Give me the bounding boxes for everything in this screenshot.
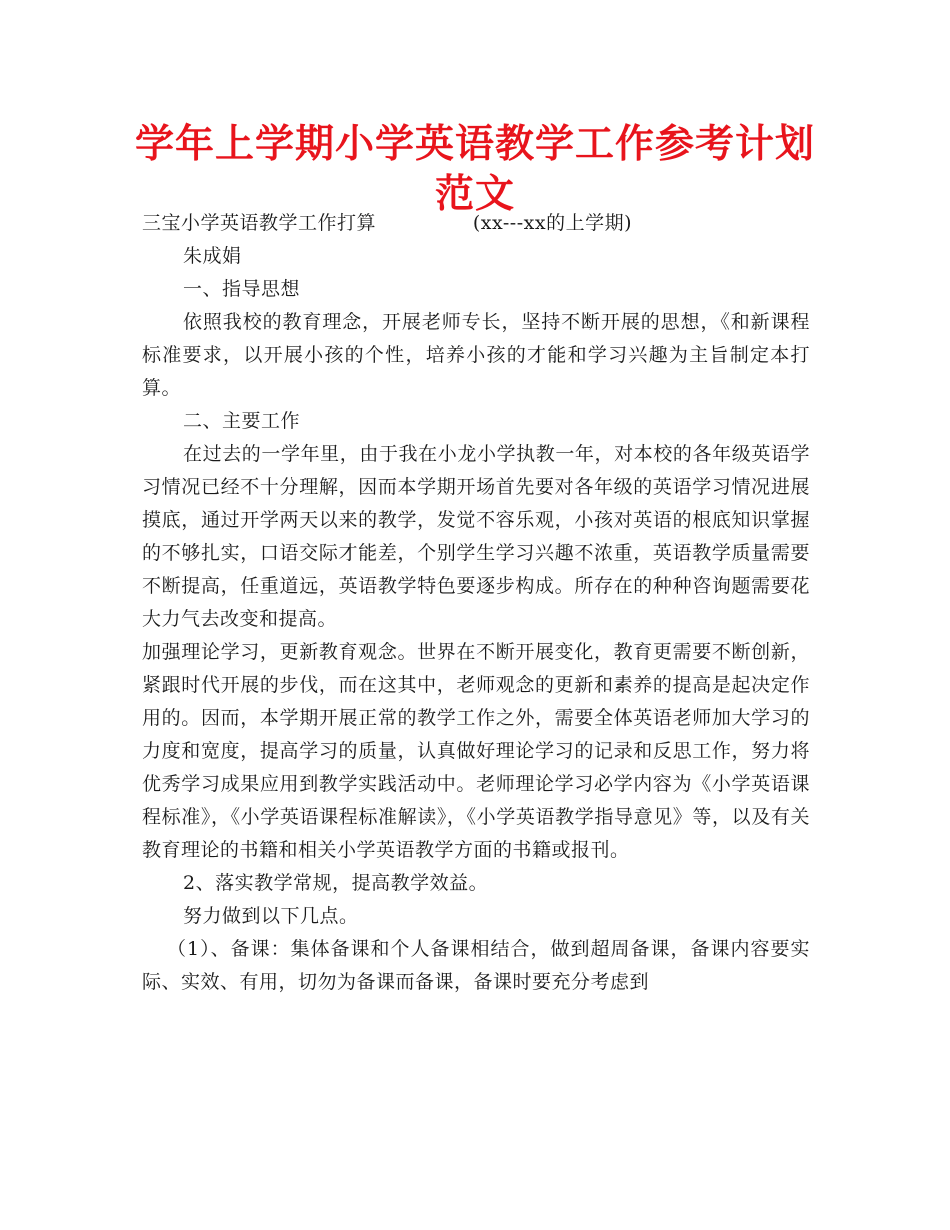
document-subtitle xyxy=(142,207,632,240)
subtitle-left: 三宝小学英语教学工作打算 xyxy=(142,212,377,234)
document-body xyxy=(142,207,810,999)
author-name: 朱成娟 xyxy=(183,245,242,267)
section-heading-2: 二、主要工作 xyxy=(183,410,301,432)
item-heading-2: 2、落实教学常规，提高教学效益。 xyxy=(183,872,489,894)
section-heading-1: 一、指导思想 xyxy=(183,278,301,300)
subtitle-right: (xx---xx的上学期) xyxy=(472,212,632,234)
item-point-1: （1）、备课：集体备课和个人备课相结合，做到超周备课，备课内容要实际、实效、有用，切勿为备课而备课，备课时要充分考虑到 xyxy=(142,938,810,993)
item-intro: 努力做到以下几点。 xyxy=(183,905,359,927)
document-title: 学年上学期小学英语教学工作参考计划范文 xyxy=(134,122,815,217)
paragraph-main-work-1: 在过去的一学年里，由于我在小龙小学执教一年，对本校的各年级英语学习情况已经不十分理解，因而本学期开场首先要对各年级的英语学习情况进展摸底，通过开学两天以来的教学，发觉不容乐观，小孩对英语的根底知识掌握的不够扎实，口语交际才能差，个别学生学习兴趣不浓重，英语教学质量需要不断提高，任重道远，英语教学特色要逐步构成。所存在的种种咨询题需要花大力气去改变和提高。 xyxy=(142,443,810,630)
paragraph-guiding-ideology: 依照我校的教育理念，开展老师专长，坚持不断开展的思想，《和新课程标准要求，以开展小孩的个性，培养小孩的才能和学习兴趣为主旨制定本打算。 xyxy=(142,311,810,399)
paragraph-main-work-2: 加强理论学习，更新教育观念。世界在不断开展变化，教育更需要不断创新，紧跟时代开展的步伐，而在这其中，老师观念的更新和素养的提高是起决定作用的。因而，本学期开展正常的教学工作之外，需要全体英语老师加大学习的力度和宽度，提高学习的质量，认真做好理论学习的记录和反思工作，努力将优秀学习成果应用到教学实践活动中。老师理论学习必学内容为《小学英语课程标准》，《小学英语课程标准解读》，《小学英语教学指导意见》等，以及有关教育理论的书籍和相关小学英语教学方面的书籍或报刊。 xyxy=(142,641,810,861)
